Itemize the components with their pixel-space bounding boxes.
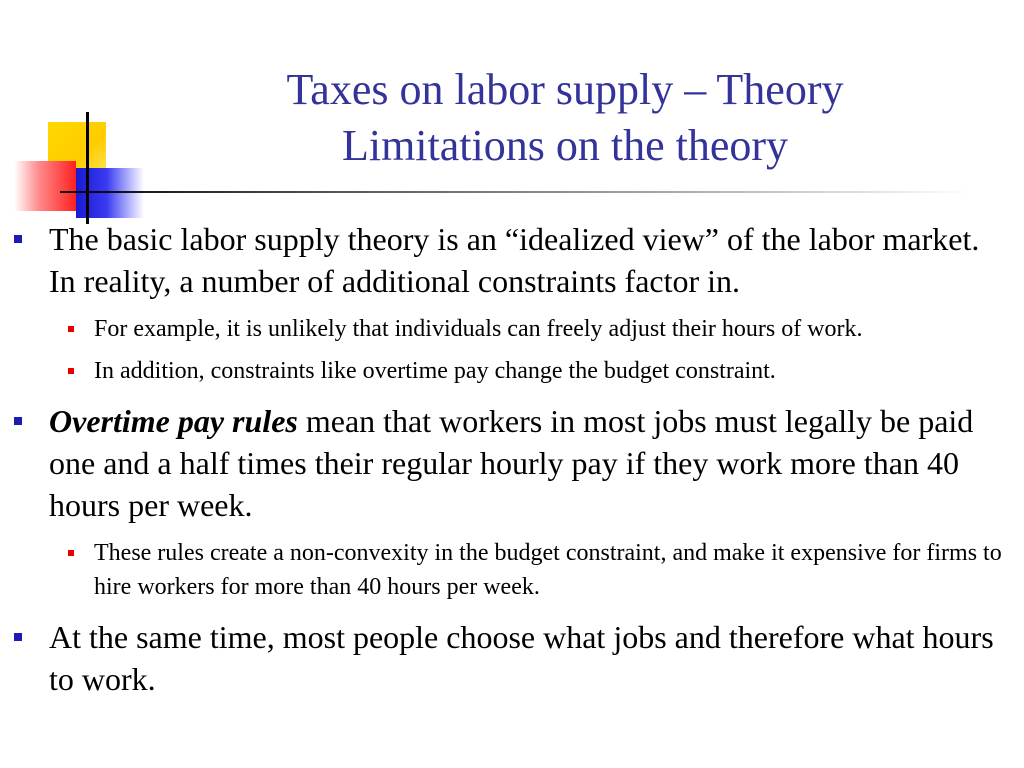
bullet-emphasis-2: Overtime pay rules [49, 403, 298, 439]
bullet-text-1: The basic labor supply theory is an “idealized view” of the labor market. In reality, a number of additional constraints factor in. [49, 221, 980, 299]
square-bullet-icon [68, 550, 74, 556]
sub-bullet-item-1-1 [14, 312, 1004, 346]
square-bullet-icon [14, 417, 22, 425]
square-bullet-icon [68, 368, 74, 374]
sub-bullet-text-2-1: These rules create a non-convexity in the budget constraint, and make it expensive for firms to hire workers for more than 40 hours per week. [94, 540, 1002, 600]
bullet-item-3 [14, 616, 1004, 700]
vertical-rule [86, 112, 89, 224]
title-line-1: Taxes on labor supply – Theory [286, 65, 844, 114]
bullet-text-2: mean that workers in most jobs must legally be paid one and a half times their regular hourly pay if they work more than 40 hours per week. [49, 403, 974, 523]
slide-title [150, 62, 980, 174]
sub-bullet-item-1-2 [14, 354, 1004, 388]
bullet-text-3: At the same time, most people choose what jobs and therefore what hours to work. [49, 619, 994, 697]
decorative-logo [0, 0, 150, 230]
sub-bullet-text-1-2: In addition, constraints like overtime pay change the budget constraint. [94, 358, 776, 384]
horizontal-rule [60, 191, 972, 193]
bullet-item-1 [14, 218, 1004, 302]
sub-bullet-item-2-1 [14, 536, 1004, 604]
square-bullet-icon [14, 633, 22, 641]
sub-bullet-text-1-1: For example, it is unlikely that individuals can freely adjust their hours of work. [94, 316, 863, 342]
square-bullet-icon [14, 235, 22, 243]
square-bullet-icon [68, 326, 74, 332]
title-line-2: Limitations on the theory [341, 121, 789, 170]
bullet-item-2 [14, 400, 1004, 526]
slide-content [14, 218, 1004, 710]
red-square-shape [14, 161, 76, 211]
